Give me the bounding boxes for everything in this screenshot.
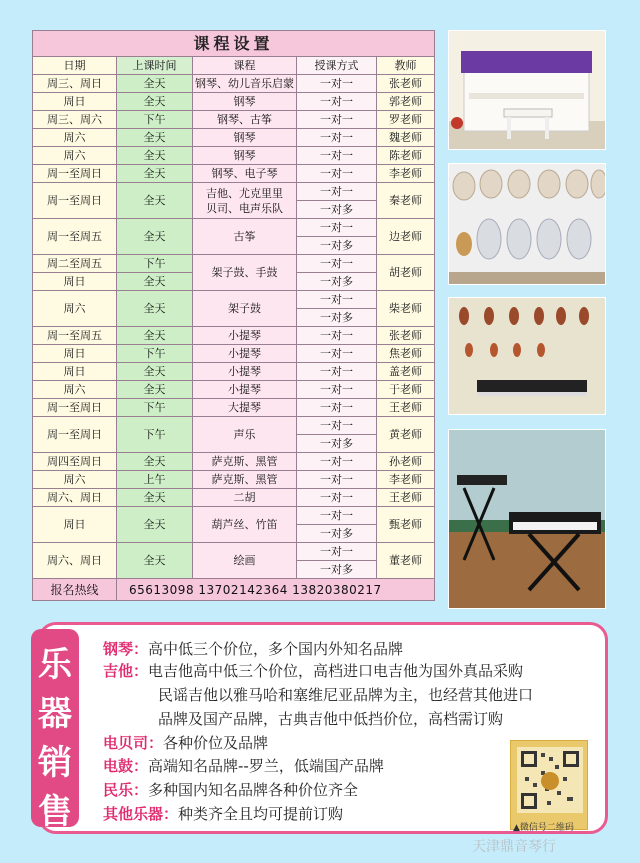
time-cell: 下午 xyxy=(117,111,193,129)
course-name: 钢琴 xyxy=(233,131,256,144)
mode-cell: 一对多 xyxy=(297,201,377,219)
course-name: 小提琴 xyxy=(228,365,261,378)
sales-label: 其他乐器： xyxy=(103,805,179,823)
schedule-row xyxy=(33,507,435,525)
mode-cell: 一对一 xyxy=(297,381,377,399)
mode-cell: 一对多 xyxy=(297,561,377,579)
day-cell: 周一至周日 xyxy=(33,165,117,183)
violins-photo xyxy=(448,297,606,415)
time-cell: 全天 xyxy=(117,489,193,507)
mode-cell: 一对一 xyxy=(297,129,377,147)
course-name: 吉他、尤克里里 xyxy=(206,186,283,200)
mode-cell: 一对一 xyxy=(297,399,377,417)
sales-label: 民乐： xyxy=(103,781,149,799)
course-cell xyxy=(193,471,297,489)
course-cell xyxy=(193,489,297,507)
course-name: 钢琴 xyxy=(233,95,256,108)
schedule-row xyxy=(33,183,435,201)
schedule-row xyxy=(33,399,435,417)
course-name: 贝司、电声乐队 xyxy=(206,201,283,215)
time-cell: 全天 xyxy=(117,327,193,345)
day-cell: 周六 xyxy=(33,291,117,327)
day-cell: 周日 xyxy=(33,273,117,291)
day-cell: 周日 xyxy=(33,345,117,363)
teacher-cell: 孙老师 xyxy=(377,453,435,471)
day-cell: 周一至周五 xyxy=(33,219,117,255)
mode-cell: 一对一 xyxy=(297,543,377,561)
sales-line-guitar xyxy=(103,660,523,681)
teacher-cell: 董老师 xyxy=(377,543,435,579)
course-cell xyxy=(193,345,297,363)
day-cell: 周六 xyxy=(33,471,117,489)
sales-line-folk xyxy=(103,779,358,800)
sales-line-drum xyxy=(103,755,384,776)
sales-text: 电吉他高中低三个价位，高档进口电吉他为国外真品采购 xyxy=(148,662,524,680)
schedule-row xyxy=(33,93,435,111)
course-cell xyxy=(193,399,297,417)
time-cell: 下午 xyxy=(117,399,193,417)
teacher-cell: 王老师 xyxy=(377,399,435,417)
course-cell xyxy=(193,183,297,219)
teacher-cell: 罗老师 xyxy=(377,111,435,129)
guitars-photo xyxy=(448,163,606,285)
time-cell: 全天 xyxy=(117,147,193,165)
schedule-row xyxy=(33,453,435,471)
hotline-label: 报名热线 xyxy=(33,579,117,601)
mode-cell: 一对一 xyxy=(297,111,377,129)
course-name: 萨克斯、黑管 xyxy=(211,473,278,486)
day-cell: 周三、周六 xyxy=(33,111,117,129)
course-cell xyxy=(193,165,297,183)
schedule-row xyxy=(33,417,435,435)
mode-cell: 一对一 xyxy=(297,453,377,471)
time-cell: 全天 xyxy=(117,273,193,291)
teacher-cell: 胡老师 xyxy=(377,255,435,291)
mode-cell: 一对一 xyxy=(297,327,377,345)
schedule-row xyxy=(33,147,435,165)
mode-cell: 一对多 xyxy=(297,237,377,255)
qr-caption: ▲微信号二维码 xyxy=(513,823,574,833)
teacher-cell: 李老师 xyxy=(377,165,435,183)
mode-cell: 一对一 xyxy=(297,489,377,507)
instrument-sales-tab xyxy=(31,629,79,832)
header-time: 上课时间 xyxy=(117,57,193,75)
mode-cell: 一对一 xyxy=(297,471,377,489)
course-name: 古筝 xyxy=(233,230,256,243)
course-cell xyxy=(193,543,297,579)
teacher-cell: 陈老师 xyxy=(377,147,435,165)
day-cell: 周六 xyxy=(33,147,117,165)
teacher-cell: 于老师 xyxy=(377,381,435,399)
course-name: 二胡 xyxy=(233,491,256,504)
mode-cell: 一对一 xyxy=(297,291,377,309)
teacher-cell: 郭老师 xyxy=(377,93,435,111)
course-cell xyxy=(193,453,297,471)
time-cell: 下午 xyxy=(117,417,193,453)
header-mode: 授课方式 xyxy=(297,57,377,75)
schedule-row xyxy=(33,111,435,129)
day-cell: 周一至周日 xyxy=(33,183,117,219)
course-cell xyxy=(193,129,297,147)
sales-line-other xyxy=(103,803,343,824)
sales-text: 种类齐全且均可提前订购 xyxy=(178,805,344,823)
schedule-row xyxy=(33,129,435,147)
schedule-row xyxy=(33,381,435,399)
mode-cell: 一对一 xyxy=(297,219,377,237)
time-cell: 全天 xyxy=(117,165,193,183)
mode-cell: 一对一 xyxy=(297,93,377,111)
course-cell: 架子鼓、手鼓 xyxy=(193,255,297,291)
day-cell: 周六 xyxy=(33,381,117,399)
mode-cell: 一对一 xyxy=(297,255,377,273)
mode-cell: 一对多 xyxy=(297,273,377,291)
mode-cell: 一对多 xyxy=(297,525,377,543)
mode-cell: 一对一 xyxy=(297,183,377,201)
course-schedule-table xyxy=(32,30,435,601)
time-cell: 下午 xyxy=(117,345,193,363)
schedule-row xyxy=(33,327,435,345)
sales-text: 民谣吉他以雅马哈和塞维尼亚品牌为主，也经营其他进口 xyxy=(158,686,534,704)
course-cell xyxy=(193,507,297,543)
time-cell: 全天 xyxy=(117,453,193,471)
time-cell: 全天 xyxy=(117,381,193,399)
teacher-cell: 王老师 xyxy=(377,489,435,507)
course-cell xyxy=(193,363,297,381)
time-cell: 全天 xyxy=(117,219,193,255)
course-cell xyxy=(193,111,297,129)
schedule-row xyxy=(33,75,435,93)
time-cell: 全天 xyxy=(117,93,193,111)
day-cell: 周日 xyxy=(33,93,117,111)
schedule-row xyxy=(33,291,435,309)
watermark-text: 天津鼎音琴行 xyxy=(472,839,556,855)
sales-text: 品牌及国产品牌，古典吉他中低挡价位，高档需订购 xyxy=(158,710,504,728)
mode-cell: 一对多 xyxy=(297,309,377,327)
sales-label: 电贝司： xyxy=(103,734,164,752)
tab-char: 乐 xyxy=(38,645,72,685)
schedule-row xyxy=(33,255,435,273)
tab-char: 销 xyxy=(38,743,72,783)
teacher-cell: 秦老师 xyxy=(377,183,435,219)
course-name: 钢琴 xyxy=(233,149,256,162)
sales-label: 钢琴： xyxy=(103,640,149,658)
day-cell: 周三、周日 xyxy=(33,75,117,93)
course-cell xyxy=(193,381,297,399)
time-cell: 下午 xyxy=(117,255,193,273)
day-cell: 周日 xyxy=(33,507,117,543)
course-name: 钢琴、电子琴 xyxy=(211,167,278,180)
teacher-cell: 张老师 xyxy=(377,327,435,345)
day-cell: 周日 xyxy=(33,363,117,381)
teacher-cell: 甄老师 xyxy=(377,507,435,543)
header-day: 日期 xyxy=(33,57,117,75)
sales-line-piano xyxy=(103,638,403,659)
mode-cell: 一对一 xyxy=(297,165,377,183)
day-cell: 周六、周日 xyxy=(33,489,117,507)
sales-line-guitar-3 xyxy=(158,708,503,729)
course-cell xyxy=(193,219,297,255)
tab-char: 器 xyxy=(38,694,72,734)
mode-cell: 一对一 xyxy=(297,75,377,93)
day-cell: 周二至周五 xyxy=(33,255,117,273)
teacher-cell: 魏老师 xyxy=(377,129,435,147)
schedule-row xyxy=(33,363,435,381)
mode-cell: 一对一 xyxy=(297,507,377,525)
teacher-cell: 边老师 xyxy=(377,219,435,255)
day-cell: 周一至周五 xyxy=(33,327,117,345)
time-cell: 上午 xyxy=(117,471,193,489)
header-course: 课程 xyxy=(193,57,297,75)
sales-text: 多种国内知名品牌各种价位齐全 xyxy=(148,781,359,799)
sales-text: 高中低三个价位，多个国内外知名品牌 xyxy=(148,640,404,658)
schedule-row xyxy=(33,219,435,237)
header-teacher: 教师 xyxy=(377,57,435,75)
teacher-cell: 盖老师 xyxy=(377,363,435,381)
course-name: 声乐 xyxy=(233,428,256,441)
course-name: 钢琴、幼儿音乐启蒙 xyxy=(195,77,294,90)
course-name: 绘画 xyxy=(233,554,256,567)
course-name: 葫芦丝、竹笛 xyxy=(211,518,278,531)
schedule-row xyxy=(33,543,435,561)
time-cell: 全天 xyxy=(117,183,193,219)
keyboards-room-photo xyxy=(448,429,606,609)
time-cell: 全天 xyxy=(117,543,193,579)
piano-photo xyxy=(448,30,606,150)
course-cell xyxy=(193,147,297,165)
schedule-row xyxy=(33,165,435,183)
course-cell xyxy=(193,75,297,93)
teacher-cell: 张老师 xyxy=(377,75,435,93)
time-cell: 全天 xyxy=(117,291,193,327)
time-cell: 全天 xyxy=(117,129,193,147)
course-name: 小提琴 xyxy=(228,329,261,342)
sales-label: 吉他： xyxy=(103,662,149,680)
course-cell xyxy=(193,417,297,453)
course-cell xyxy=(193,327,297,345)
course-cell xyxy=(193,93,297,111)
day-cell: 周六、周日 xyxy=(33,543,117,579)
teacher-cell: 李老师 xyxy=(377,471,435,489)
sales-text: 高端知名品牌--罗兰，低端国产品牌 xyxy=(148,757,384,775)
day-cell: 周一至周日 xyxy=(33,399,117,417)
teacher-cell: 柴老师 xyxy=(377,291,435,327)
schedule-row xyxy=(33,471,435,489)
day-cell: 周一至周日 xyxy=(33,417,117,453)
mode-cell: 一对一 xyxy=(297,147,377,165)
mode-cell: 一对一 xyxy=(297,363,377,381)
course-name: 大提琴 xyxy=(228,401,261,414)
schedule-title: 课程设置 xyxy=(33,31,435,57)
time-cell: 全天 xyxy=(117,363,193,381)
course-cell xyxy=(193,291,297,327)
course-name: 架子鼓 xyxy=(228,302,261,315)
teacher-cell: 黄老师 xyxy=(377,417,435,453)
day-cell: 周六 xyxy=(33,129,117,147)
teacher-cell: 焦老师 xyxy=(377,345,435,363)
day-cell: 周四至周日 xyxy=(33,453,117,471)
schedule-row xyxy=(33,345,435,363)
tab-char: 售 xyxy=(38,792,72,832)
schedule-row xyxy=(33,489,435,507)
mode-cell: 一对一 xyxy=(297,417,377,435)
course-name: 萨克斯、黑管 xyxy=(211,455,278,468)
course-name: 钢琴、古筝 xyxy=(217,113,272,126)
mode-cell: 一对一 xyxy=(297,345,377,363)
sales-line-guitar-2 xyxy=(158,684,533,705)
hotline-numbers: 65613098 13702142364 13820380217 xyxy=(117,579,435,601)
sales-label: 电鼓： xyxy=(103,757,149,775)
course-name: 小提琴 xyxy=(228,347,261,360)
time-cell: 全天 xyxy=(117,507,193,543)
time-cell: 全天 xyxy=(117,75,193,93)
sales-line-bass xyxy=(103,732,268,753)
course-name: 小提琴 xyxy=(228,383,261,396)
mode-cell: 一对多 xyxy=(297,435,377,453)
wechat-qr-code xyxy=(510,740,588,830)
sales-text: 各种价位及品牌 xyxy=(163,734,269,752)
